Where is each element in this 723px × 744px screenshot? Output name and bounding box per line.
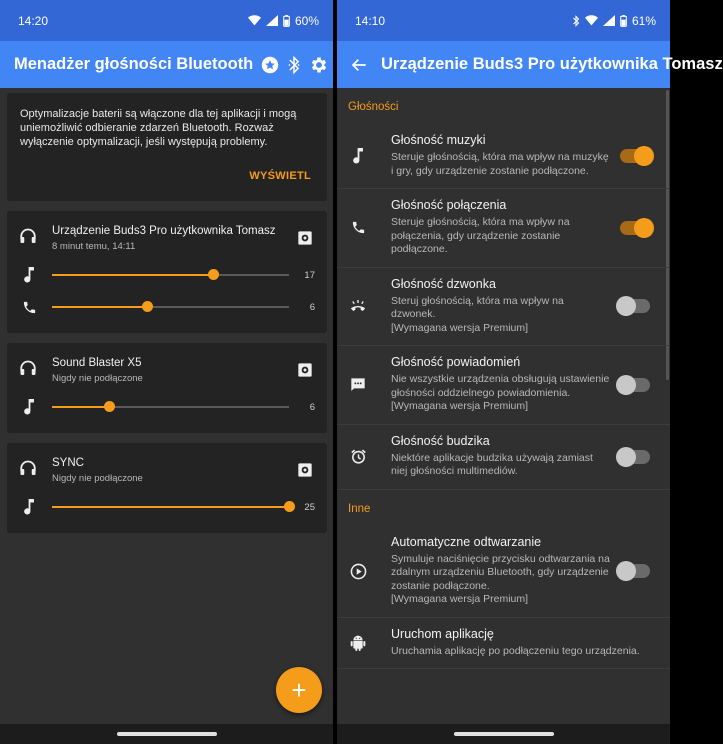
phone-icon (19, 300, 39, 315)
section-header-other: Inne (348, 502, 371, 515)
setting-title: Głośność dzwonka (391, 276, 496, 291)
right-screen (337, 0, 723, 744)
show-settings-link[interactable]: WYŚWIETL (249, 170, 311, 182)
toggle-switch[interactable] (620, 450, 650, 464)
music-note-icon (19, 399, 39, 415)
setting-alarm-volume[interactable] (337, 425, 670, 490)
slider-thumb[interactable] (104, 401, 115, 412)
section-header-volumes: Głośności (348, 101, 399, 113)
battery-icon (620, 15, 627, 27)
setting-notification-volume[interactable] (337, 346, 670, 425)
premium-required-note: [Wymagana wersja Premium] (391, 400, 529, 412)
device-settings-icon[interactable] (295, 460, 315, 480)
toggle-switch[interactable] (620, 564, 650, 578)
settings-gear-icon[interactable] (309, 50, 329, 80)
status-time: 14:10 (355, 13, 386, 28)
device-last-connected: Nigdy nie podłączone (52, 473, 143, 484)
app-bar (337, 41, 723, 88)
warning-text: Optymalizacje baterii są włączone dla tej aplikacji i mogą uniemożliwić odbieranie zdarzeń Bluetooth. Rozważ wyłączenie optymalizacji, jeśli występują problemy. (20, 108, 297, 148)
music-note-icon (19, 499, 39, 515)
play-circle-icon (348, 563, 368, 580)
setting-launch-app[interactable] (337, 618, 670, 670)
music-note-icon (19, 267, 39, 283)
setting-description: Steruj głośnością, która ma wpływ na dzwonek. (391, 294, 564, 320)
call-volume-slider[interactable] (19, 291, 315, 323)
music-volume-slider[interactable] (19, 491, 315, 523)
slider-track[interactable] (52, 406, 289, 408)
setting-title: Automatyczne odtwarzanie (391, 534, 542, 549)
toggle-switch[interactable] (620, 221, 650, 235)
nav-bar (337, 724, 670, 744)
setting-title: Głośność powiadomień (391, 355, 521, 369)
device-card[interactable] (7, 343, 327, 433)
status-bar (337, 0, 670, 41)
setting-title: Głośność połączenia (391, 198, 507, 212)
slider-thumb[interactable] (284, 501, 295, 512)
battery-optimization-warning (7, 93, 327, 201)
app-title: Menadżer głośności Bluetooth (14, 55, 254, 73)
app-bar (0, 41, 333, 88)
slider-thumb[interactable] (208, 269, 219, 280)
setting-autoplay[interactable] (337, 526, 670, 618)
device-card[interactable] (7, 443, 327, 533)
add-device-button[interactable]: + (276, 667, 322, 713)
back-arrow-icon[interactable] (351, 50, 367, 80)
device-last-connected: 8 minut temu, 14:11 (52, 241, 136, 252)
headphones-icon (19, 359, 39, 381)
device-last-connected: Nigdy nie podłączone (52, 373, 143, 384)
home-gesture-pill[interactable] (117, 732, 217, 736)
setting-description: Nie wszystkie urządzenia obsługują ustawienie głośności oddzielnego powiadomienia. (391, 373, 610, 399)
device-name: SYNC (52, 457, 84, 469)
music-volume-slider[interactable] (19, 259, 315, 291)
signal-icon (603, 15, 615, 26)
slider-thumb[interactable] (142, 301, 153, 312)
device-settings-icon[interactable] (295, 228, 315, 248)
bluetooth-icon[interactable] (287, 50, 301, 80)
device-settings-icon[interactable] (295, 360, 315, 380)
toggle-switch[interactable] (620, 299, 650, 313)
slider-value: 25 (304, 501, 315, 513)
wifi-icon (585, 15, 598, 26)
music-volume-slider[interactable] (19, 391, 315, 423)
premium-star-icon[interactable] (261, 50, 279, 80)
battery-percent: 60% (294, 13, 319, 28)
nav-bar (0, 724, 333, 744)
slider-value: 17 (304, 269, 315, 281)
slider-value: 6 (309, 401, 315, 413)
premium-required-note: [Wymagana wersja Premium] (391, 593, 529, 605)
device-list (0, 88, 333, 724)
setting-ringer-volume[interactable] (337, 268, 670, 347)
slider-value: 6 (309, 301, 315, 313)
setting-music-volume[interactable] (337, 124, 670, 189)
setting-title: Uruchom aplikację (391, 626, 494, 641)
setting-title: Głośność muzyki (391, 133, 486, 147)
device-card[interactable] (7, 211, 327, 333)
slider-track[interactable] (52, 506, 289, 508)
slider-track[interactable] (52, 306, 289, 308)
phone-icon (348, 220, 368, 235)
battery-percent: 61% (631, 13, 656, 28)
setting-description: Uruchamia aplikację po podłączeniu tego urządzenia. (391, 644, 640, 657)
screen-divider (333, 0, 337, 744)
toggle-switch[interactable] (620, 149, 650, 163)
left-screen (0, 0, 333, 744)
premium-required-note: [Wymagana wersja Premium] (391, 321, 529, 334)
headphones-icon (19, 227, 39, 249)
android-icon (348, 634, 368, 652)
battery-icon (283, 15, 290, 27)
wifi-icon (248, 15, 261, 26)
device-name: Sound Blaster X5 (52, 357, 142, 369)
ringer-icon (348, 299, 368, 313)
slider-track[interactable] (52, 274, 289, 276)
device-name: Urządzenie Buds3 Pro użytkownika Tomasz (52, 225, 276, 237)
setting-description: Niektóre aplikacje budzika używają zamiast niej głośności multimediów. (391, 451, 593, 477)
setting-call-volume[interactable] (337, 189, 670, 268)
bluetooth-status-icon (572, 15, 580, 27)
alarm-clock-icon (348, 448, 368, 465)
setting-description: Steruje głośnością, która ma wpływ na połączenia, gdy urządzenie zostanie podłączone. (391, 216, 570, 255)
device-settings-list (337, 88, 670, 724)
setting-title: Głośność budzika (391, 433, 490, 448)
setting-description: Symuluje naciśnięcie przycisku odtwarzania na zdalnym urządzeniu Bluetooth, gdy urządzenie zostanie podłączone. (391, 552, 610, 592)
setting-description: Steruje głośnością, która ma wpływ na muzykę i gry, gdy urządzenie zostanie podłączone. (391, 151, 609, 177)
toggle-switch[interactable] (620, 378, 650, 392)
status-bar (0, 0, 333, 41)
signal-icon (266, 15, 278, 26)
device-title: Urządzenie Buds3 Pro użytkownika Tomasz (381, 55, 723, 73)
message-icon (348, 377, 368, 393)
music-note-icon (348, 148, 368, 164)
home-gesture-pill[interactable] (454, 732, 554, 736)
headphones-icon (19, 459, 39, 481)
status-time: 14:20 (18, 13, 49, 28)
